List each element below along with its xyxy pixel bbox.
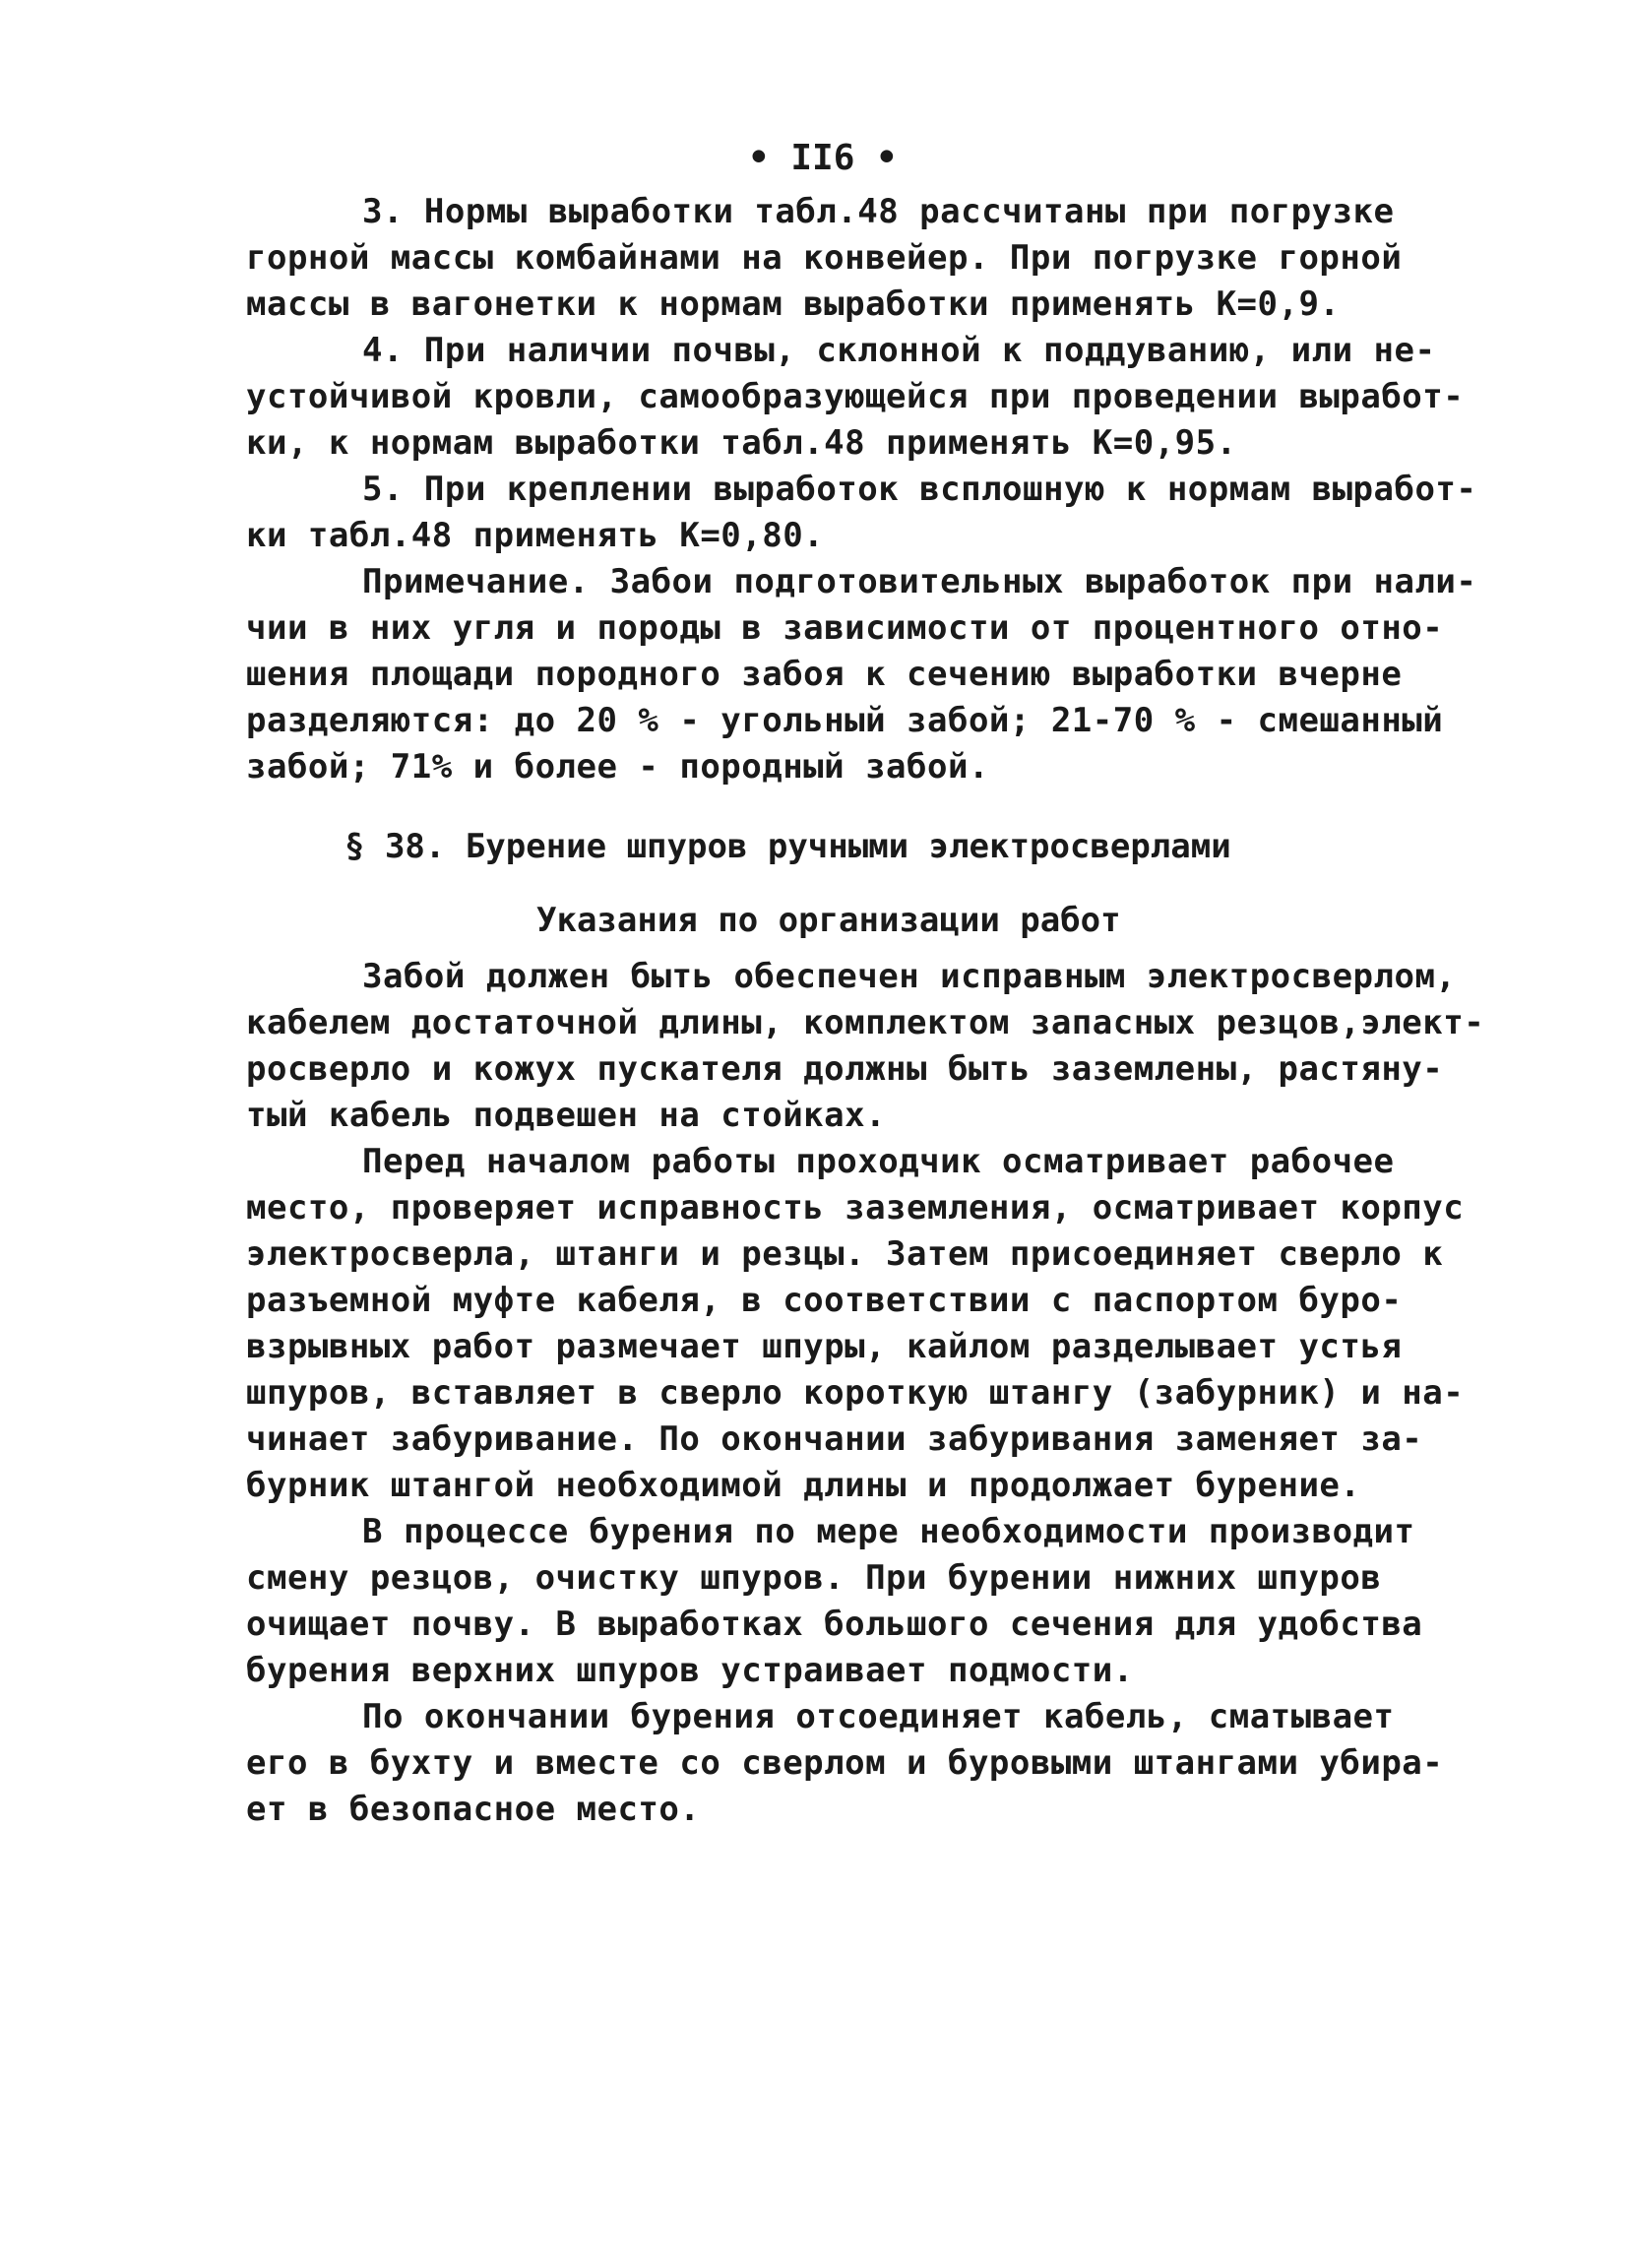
remark-line: разделяются: до 20 % - угольный забой; 21-70 % - смешанный [246,701,1444,740]
body-line: место, проверяет исправность заземления, осматривает корпус [246,1188,1465,1228]
note-line: ки, к нормам выработки табл.48 применять К=0,95. [246,423,1237,463]
body-line: разъемной муфте кабеля, в соответствии с паспортом буро- [246,1281,1403,1320]
subsection-title: Указания по организации работ [536,901,1121,940]
body-line: Перед началом работы проходчик осматривает рабочее [362,1142,1395,1181]
remark-line: чии в них угля и породы в зависимости от процентного отно- [246,608,1444,648]
body-line: чинает забуривание. По окончании забуривания заменяет за- [246,1419,1423,1459]
body-line: кабелем достаточной длины, комплектом запасных резцов,элект- [246,1003,1485,1042]
note-line: массы в вагонетки к нормам выработки применять К=0,9. [246,284,1341,324]
body-line: электросверла, штанги и резцы. Затем присоединяет сверло к [246,1234,1444,1274]
body-line: бурения верхних шпуров устраивает подмости. [246,1651,1134,1690]
body-line: ет в безопасное место. [246,1790,701,1829]
remark-line: шения площади породного забоя к сечению выработки вчерне [246,655,1403,694]
note-line: ки табл.48 применять К=0,80. [246,516,825,555]
body-line: его в бухту и вместе со сверлом и буровыми штангами убира- [246,1743,1444,1783]
body-line: В процессе бурения по мере необходимости производит [362,1512,1415,1551]
remark-line: Примечание. Забои подготовительных выработок при нали- [362,562,1477,601]
note-line: 3. Нормы выработки табл.48 рассчитаны при погрузке [362,192,1395,231]
note-line: горной массы комбайнами на конвейер. При погрузке горной [246,238,1403,278]
body-line: смену резцов, очистку шпуров. При бурении нижних шпуров [246,1558,1382,1598]
remark-line: забой; 71% и более - породный забой. [246,747,989,787]
body-line: Забой должен быть обеспечен исправным электросверлом, [362,957,1457,996]
body-line: взрывных работ размечает шпуры, кайлом разделывает устья [246,1327,1403,1366]
note-line: устойчивой кровли, самообразующейся при проведении выработ- [246,377,1465,416]
body-line: бурник штангой необходимой длины и продолжает бурение. [246,1466,1361,1505]
body-line: росверло и кожух пускателя должны быть заземлены, растяну- [246,1049,1444,1089]
note-line: 5. При креплении выработок всплошную к нормам выработ- [362,470,1477,509]
section-title: § 38. Бурение шпуров ручными электросверлами [344,827,1231,866]
body-line: По окончании бурения отсоединяет кабель, сматывает [362,1697,1395,1736]
body-line: шпуров, вставляет в сверло короткую штангу (забурник) и на- [246,1373,1465,1413]
body-line: тый кабель подвешен на стойках. [246,1096,887,1135]
note-line: 4. При наличии почвы, склонной к поддуванию, или не- [362,331,1436,370]
page-number: • II6 • [748,138,898,178]
body-line: очищает почву. В выработках большого сечения для удобства [246,1605,1423,1644]
